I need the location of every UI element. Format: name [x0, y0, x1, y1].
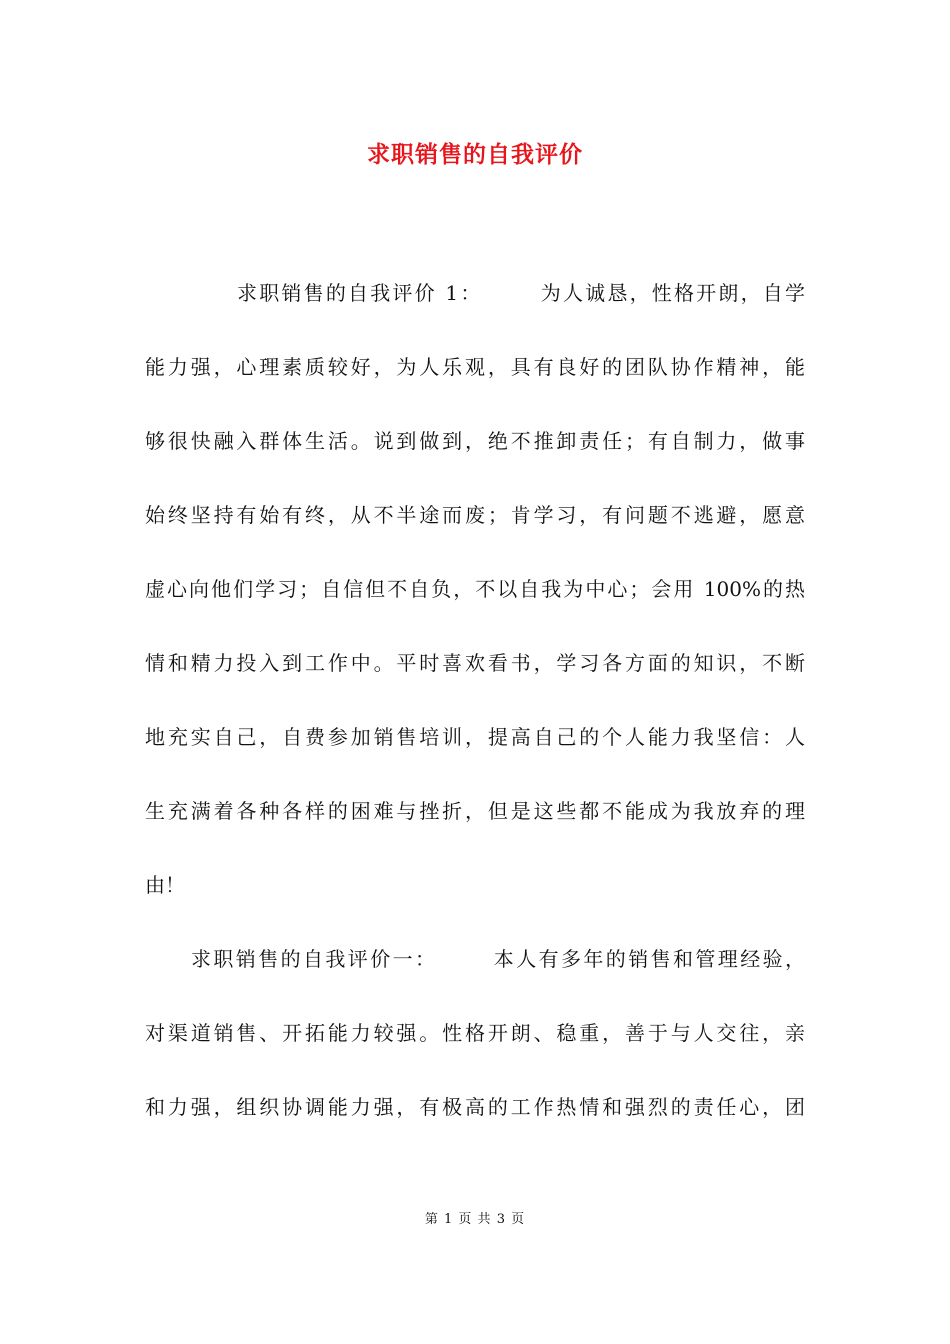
- section-2-first-line: [145, 922, 805, 996]
- paragraph-line: 情和精力投入到工作中。平时喜欢看书，学习各方面的知识，不断: [145, 651, 805, 675]
- page-number-footer: 第 1 页 共 3 页: [424, 1212, 526, 1227]
- paragraph-line: 生充满着各种各样的困难与挫折，但是这些都不能成为我放弃的理: [145, 799, 805, 823]
- paragraph-line: 够很快融入群体生活。说到做到，绝不推卸责任；有自制力，做事: [145, 429, 805, 453]
- section-2: [145, 922, 805, 1144]
- section-1-first-line-text: 为人诚恳，性格开朗，自学: [538, 281, 805, 305]
- paragraph-line: 由！: [145, 873, 185, 897]
- paragraph-line: 始终坚持有始有终，从不半途而废；肯学习，有问题不逃避，愿意: [145, 503, 805, 527]
- paragraph-line: 对渠道销售、开拓能力较强。性格开朗、稳重，善于与人交往，亲: [145, 1021, 805, 1045]
- section-1-heading: 求职销售的自我评价 1：: [237, 281, 483, 305]
- section-2-heading: 求职销售的自我评价一：: [191, 947, 438, 971]
- document-title: 求职销售的自我评价: [367, 141, 583, 168]
- paragraph-line: 地充实自己，自费参加销售培训，提高自己的个人能力我坚信：人: [145, 725, 805, 749]
- section-1-first-line: [145, 256, 805, 330]
- paragraph-line: 能力强，心理素质较好，为人乐观，具有良好的团队协作精神，能: [145, 355, 805, 379]
- paragraph-line: 和力强，组织协调能力强，有极高的工作热情和强烈的责任心，团: [145, 1095, 805, 1119]
- paragraph-line: 虚心向他们学习；自信但不自负，不以自我为中心；会用 100%的热: [145, 577, 805, 601]
- section-1: [145, 256, 805, 922]
- section-2-first-line-text: 本人有多年的销售和管理经验，: [491, 947, 806, 971]
